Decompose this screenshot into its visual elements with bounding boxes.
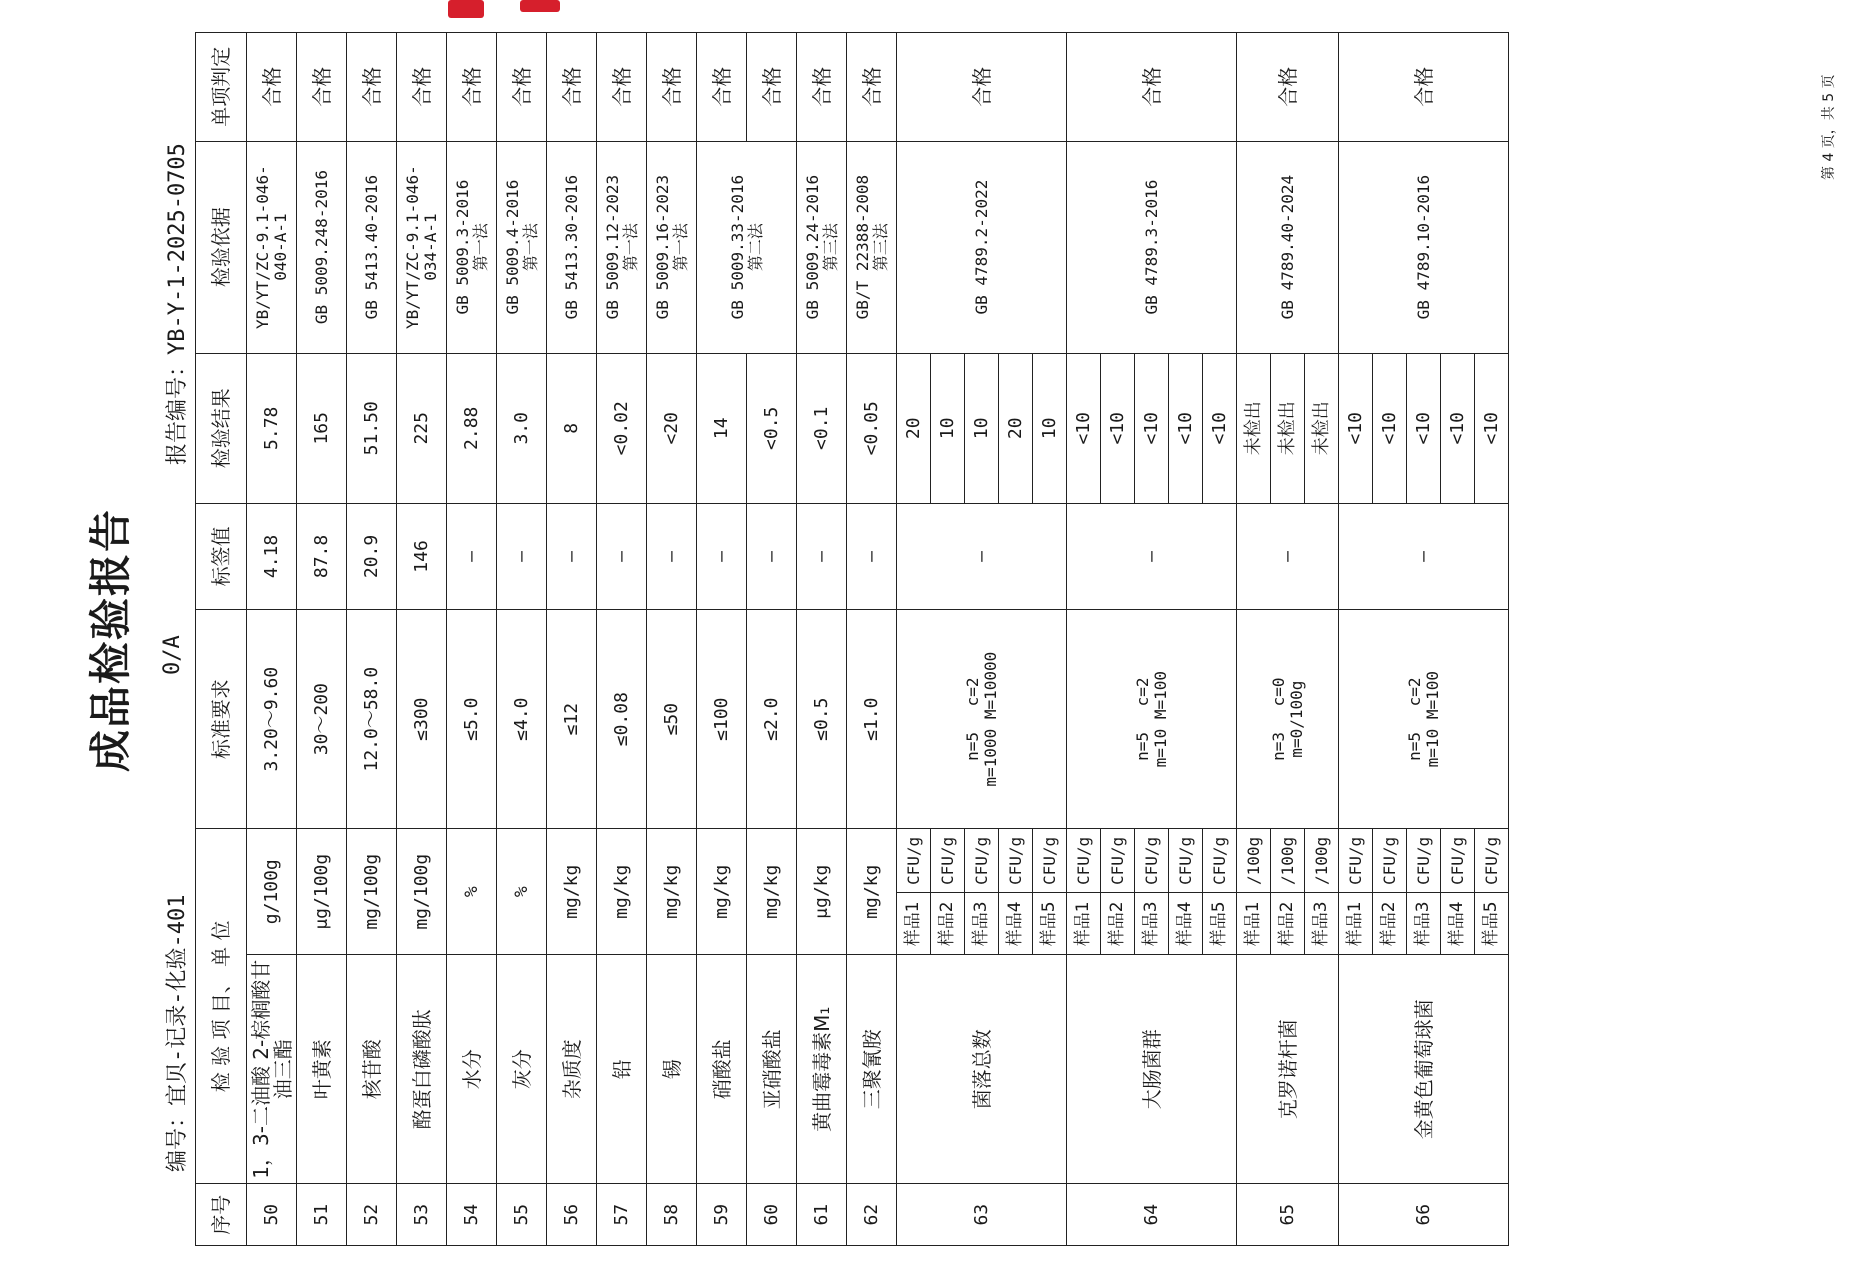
table-row [497,33,547,1246]
row-judgement: 合格 [547,33,597,142]
sample-unit: CFU/g [1067,829,1101,893]
row-basis: GB 4789.40-2024 [1237,141,1339,353]
row-result: <0.05 [847,353,897,503]
sample-unit: /100g [1305,829,1339,893]
row-seq: 66 [1339,1184,1509,1246]
sample-unit: CFU/g [1441,829,1475,893]
basis-line: 第二法 [745,223,765,272]
sample-result: <10 [1203,353,1237,503]
sample-unit: CFU/g [1169,829,1203,893]
row-seq: 50 [247,1184,297,1246]
sample-name: 样品2 [1271,893,1305,955]
basis-line: GB/T 22388-2008 [852,174,872,320]
row-unit: mg/100g [347,829,397,955]
page-footer: 第 4 页，共 5 页 [1821,74,1837,180]
row-requirement [1067,609,1237,828]
row-seq: 52 [347,1184,397,1246]
requirement-line: n=5 c=2 [1132,677,1152,761]
row-seq: 56 [547,1184,597,1246]
row-judgement: 合格 [747,33,797,142]
row-unit: g/100g [247,829,297,955]
row-seq: 58 [647,1184,697,1246]
row-seq: 54 [447,1184,497,1246]
sample-result: <10 [1475,353,1509,503]
sample-unit: CFU/g [897,829,931,893]
row-result: <0.02 [597,353,647,503]
basis-line: 第一法 [670,223,690,272]
row-result: 51.50 [347,353,397,503]
basis-line: 第一法 [520,223,540,272]
row-basis [447,141,497,353]
sample-name: 样品5 [1033,893,1067,955]
header-requirement: 标准要求 [196,609,247,828]
row-unit: μg/100g [297,829,347,955]
row-seq: 60 [747,1184,797,1246]
row-result: <0.5 [747,353,797,503]
table-body [247,33,1509,1246]
sample-result: 10 [1033,353,1067,503]
basis-line: GB 5009.24-2016 [802,174,822,320]
row-unit: mg/kg [697,829,747,955]
sample-result: 10 [931,353,965,503]
sample-result: <10 [1373,353,1407,503]
row-label-value: — [547,503,597,609]
row-label-value: — [1237,503,1339,609]
sample-name: 样品5 [1203,893,1237,955]
row-item: 水分 [447,955,497,1184]
sample-name: 样品4 [999,893,1033,955]
table-row [1067,33,1101,1246]
sample-unit: CFU/g [965,829,999,893]
row-label-value: — [897,503,1067,609]
row-item: 大肠菌群 [1067,955,1237,1184]
sample-unit: CFU/g [1203,829,1237,893]
row-label-value: — [497,503,547,609]
row-result: 3.0 [497,353,547,503]
sample-result: <10 [1407,353,1441,503]
sample-name: 样品2 [1373,893,1407,955]
basis-line: GB 5009.4-2016 [502,179,522,315]
row-requirement [1237,609,1339,828]
row-basis [797,141,847,353]
basis-line: 040-A-1 [270,213,290,281]
basis-line: GB 5009.33-2016 [727,174,747,320]
row-item: 亚硝酸盐 [747,955,797,1184]
row-basis [697,141,797,353]
row-judgement: 合格 [247,33,297,142]
row-basis [547,141,597,353]
basis-line: 第三法 [820,223,840,272]
sample-unit: CFU/g [1033,829,1067,893]
row-item: 金黄色葡萄球菌 [1339,955,1509,1184]
table-row [1237,33,1271,1246]
row-basis [297,141,347,353]
row-unit: mg/kg [647,829,697,955]
row-basis [597,141,647,353]
header-basis: 检验依据 [196,141,247,353]
basis-line: 第三法 [870,223,890,272]
header-result: 检验结果 [196,353,247,503]
header-seq: 序号 [196,1184,247,1246]
row-label-value: — [797,503,847,609]
basis-line: 034-A-1 [420,213,440,281]
row-item: 锡 [647,955,697,1184]
sample-name: 样品5 [1475,893,1509,955]
red-stamp-mark [448,0,484,18]
row-label-value: 146 [397,503,447,609]
row-unit: mg/kg [847,829,897,955]
table-row [447,33,497,1246]
row-seq: 59 [697,1184,747,1246]
sample-unit: CFU/g [931,829,965,893]
table-row [397,33,447,1246]
row-judgement: 合格 [697,33,747,142]
row-item: 叶黄素 [297,955,347,1184]
row-label-value: — [747,503,797,609]
inspection-table [195,32,1509,1246]
sample-name: 样品3 [1305,893,1339,955]
requirement-line: n=5 c=2 [1404,677,1424,761]
table-row [897,33,931,1246]
row-item: 核苷酸 [347,955,397,1184]
row-result: 5.78 [247,353,297,503]
sample-name: 样品1 [1067,893,1101,955]
sample-unit: /100g [1237,829,1271,893]
basis-line: YB/YT/ZC-9.1-046- [252,165,272,329]
row-requirement: ≤5.0 [447,609,497,828]
basis-line: GB 5009.12-2023 [602,174,622,320]
report-number: 报告编号：YB-Y-1-2025-0705 [165,143,190,465]
header-judgement: 单项判定 [196,33,247,142]
basis-line: GB 5009.248-2016 [311,170,331,325]
row-judgement: 合格 [897,33,1067,142]
requirement-line: n=5 c=2 [962,677,982,761]
row-seq: 51 [297,1184,347,1246]
row-item: 克罗诺杆菌 [1237,955,1339,1184]
sample-result: <10 [1169,353,1203,503]
row-requirement: ≤0.08 [597,609,647,828]
row-seq: 55 [497,1184,547,1246]
row-basis: GB 4789.10-2016 [1339,141,1509,353]
sample-result: <10 [1101,353,1135,503]
row-judgement: 合格 [347,33,397,142]
sample-unit: /100g [1271,829,1305,893]
sample-name: 样品3 [1135,893,1169,955]
row-judgement: 合格 [1237,33,1339,142]
document-code: 编号：宜贝-记录-化验-401 [165,894,190,1172]
sample-result: <10 [1339,353,1373,503]
sample-result: 未检出 [1237,353,1271,503]
table-row [647,33,697,1246]
requirement-line: m=10 M=100 [1422,671,1442,768]
row-judgement: 合格 [297,33,347,142]
row-requirement: ≤1.0 [847,609,897,828]
basis-line: GB 5009.3-2016 [452,179,472,315]
row-basis [247,141,297,353]
row-result: 165 [297,353,347,503]
row-judgement: 合格 [1067,33,1237,142]
row-label-value: — [1067,503,1237,609]
requirement-line: m=0/100g [1286,680,1306,758]
row-judgement: 合格 [797,33,847,142]
row-unit: mg/kg [547,829,597,955]
sample-result: 20 [897,353,931,503]
sample-result: 10 [965,353,999,503]
page-title: 成品检验报告 [86,508,135,773]
sample-name: 样品2 [931,893,965,955]
table-header-row [196,33,247,1246]
sample-name: 样品1 [897,893,931,955]
row-label-value: — [697,503,747,609]
row-label-value: — [847,503,897,609]
sample-result: <10 [1441,353,1475,503]
sample-unit: CFU/g [1475,829,1509,893]
row-requirement: 3.20～9.60 [247,609,297,828]
row-basis: GB 4789.2-2022 [897,141,1067,353]
sample-result: <10 [1067,353,1101,503]
row-seq: 61 [797,1184,847,1246]
row-requirement: ≤4.0 [497,609,547,828]
row-requirement: ≤0.5 [797,609,847,828]
row-judgement: 合格 [497,33,547,142]
row-item: 黄曲霉毒素M₁ [797,955,847,1184]
sample-name: 样品1 [1237,893,1271,955]
row-seq: 57 [597,1184,647,1246]
row-requirement [897,609,1067,828]
row-label-value: — [597,503,647,609]
row-basis [397,141,447,353]
row-result: <20 [647,353,697,503]
row-judgement: 合格 [847,33,897,142]
sample-result: <10 [1135,353,1169,503]
row-requirement: ≤12 [547,609,597,828]
sample-unit: CFU/g [1135,829,1169,893]
red-stamp-mark [520,0,560,12]
header-label-value: 标签值 [196,503,247,609]
row-item: 酪蛋白磷酸肽 [397,955,447,1184]
basis-line: GB 5413.30-2016 [561,174,581,320]
row-label-value: 20.9 [347,503,397,609]
row-requirement: ≤100 [697,609,747,828]
sample-unit: CFU/g [1373,829,1407,893]
requirement-line: m=10 M=100 [1150,671,1170,768]
row-unit: mg/100g [397,829,447,955]
document-version: 0/A [160,635,185,675]
row-requirement: 30～200 [297,609,347,828]
row-seq: 53 [397,1184,447,1246]
table-row [297,33,347,1246]
row-seq: 64 [1067,1184,1237,1246]
sample-result: 20 [999,353,1033,503]
row-basis [347,141,397,353]
requirement-line: m=1000 M=10000 [980,651,1000,787]
sample-name: 样品3 [965,893,999,955]
table-row [1339,33,1373,1246]
table-row [847,33,897,1246]
row-seq: 63 [897,1184,1067,1246]
row-label-value: — [1339,503,1509,609]
sample-unit: CFU/g [1339,829,1373,893]
sample-name: 样品3 [1407,893,1441,955]
table-row [697,33,747,1246]
basis-line: 第一法 [470,223,490,272]
row-item: 铅 [597,955,647,1184]
row-result: 14 [697,353,747,503]
row-label-value: 87.8 [297,503,347,609]
row-basis: GB 4789.3-2016 [1067,141,1237,353]
basis-line: GB 5413.40-2016 [361,174,381,320]
row-result: <0.1 [797,353,847,503]
sample-name: 样品1 [1339,893,1373,955]
basis-line: YB/YT/ZC-9.1-046- [402,165,422,329]
table-row [547,33,597,1246]
row-item: 菌落总数 [897,955,1067,1184]
row-judgement: 合格 [447,33,497,142]
row-item: 杂质度 [547,955,597,1184]
header-item: 检 验 项 目、 单 位 [196,829,247,1184]
row-requirement [1339,609,1509,828]
row-seq: 62 [847,1184,897,1246]
row-judgement: 合格 [397,33,447,142]
row-unit: mg/kg [747,829,797,955]
table-row [247,33,297,1246]
sample-result: 未检出 [1305,353,1339,503]
row-unit: % [497,829,547,955]
table-row [797,33,847,1246]
row-label-value: 4.18 [247,503,297,609]
row-judgement: 合格 [647,33,697,142]
row-requirement: ≤2.0 [747,609,797,828]
row-requirement: 12.0～58.0 [347,609,397,828]
sample-unit: CFU/g [1407,829,1441,893]
row-result: 225 [397,353,447,503]
row-unit: mg/kg [597,829,647,955]
row-label-value: — [647,503,697,609]
sample-name: 样品2 [1101,893,1135,955]
row-item: 灰分 [497,955,547,1184]
basis-line: GB 5009.16-2023 [652,174,672,320]
basis-line: 第一法 [620,223,640,272]
sample-name: 样品4 [1169,893,1203,955]
row-basis [647,141,697,353]
sample-unit: CFU/g [1101,829,1135,893]
row-item: 三聚氰胺 [847,955,897,1184]
row-result: 8 [547,353,597,503]
row-requirement: ≤50 [647,609,697,828]
row-label-value: — [447,503,497,609]
row-basis [497,141,547,353]
row-requirement: ≤300 [397,609,447,828]
row-item: 1，3-二油酸 2-棕榈酸甘油三酯 [247,955,297,1184]
row-basis [847,141,897,353]
sample-unit: CFU/g [999,829,1033,893]
table-row [347,33,397,1246]
requirement-line: n=3 c=0 [1268,677,1288,761]
sample-result: 未检出 [1271,353,1305,503]
row-judgement: 合格 [1339,33,1509,142]
row-item: 硝酸盐 [697,955,747,1184]
row-judgement: 合格 [597,33,647,142]
table-row [597,33,647,1246]
row-unit: % [447,829,497,955]
row-unit: μg/kg [797,829,847,955]
sample-name: 样品4 [1441,893,1475,955]
row-seq: 65 [1237,1184,1339,1246]
row-result: 2.88 [447,353,497,503]
